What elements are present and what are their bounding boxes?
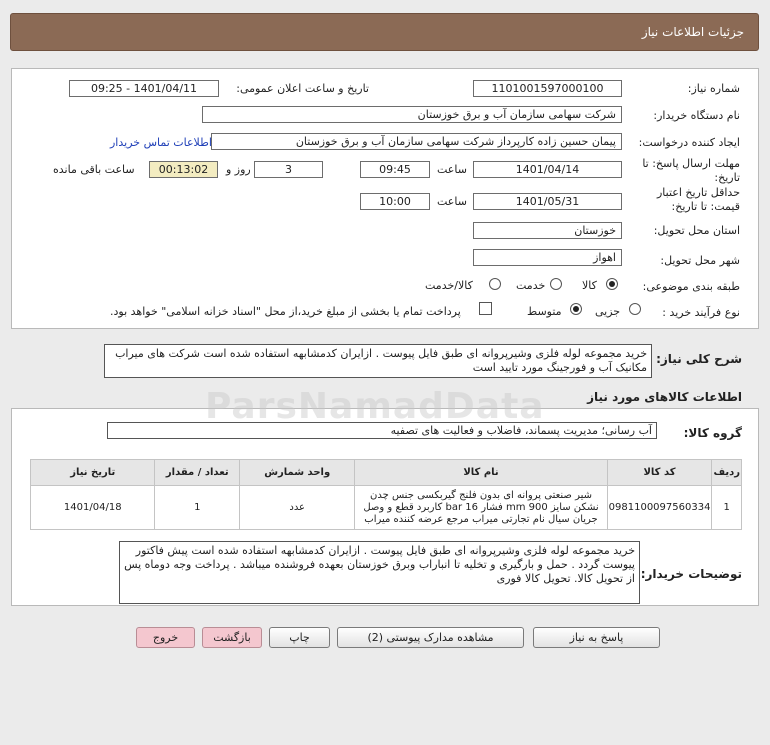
treasury-payment-checkbox[interactable]	[479, 302, 492, 315]
goods-section-title: اطلاعات کالاهای مورد نیاز	[587, 390, 742, 404]
goods-table	[30, 459, 742, 530]
purchase-process-label: نوع فرآیند خرید :	[662, 306, 740, 319]
category-goods-radio[interactable]	[606, 278, 618, 290]
treasury-payment-note: پرداخت تمام یا بخشی از مبلغ خرید،از محل "اسناد خزانه اسلامی" خواهد بود.	[110, 305, 461, 318]
response-date-field: 1401/04/14	[473, 161, 622, 178]
process-partial-label: جزیی	[595, 305, 621, 318]
buyer-notes-label: توضیحات خریدار:	[640, 567, 742, 581]
buyer-org-label: نام دستگاه خریدار:	[653, 109, 740, 122]
need-number-label: شماره نیاز:	[687, 82, 740, 95]
category-service-radio[interactable]	[550, 278, 562, 290]
category-goods-service-radio[interactable]	[489, 278, 501, 290]
process-medium-label: متوسط	[527, 305, 562, 318]
cell-row: 1	[712, 486, 742, 530]
buyer-contact-link[interactable]: اطلاعات تماس خریدار	[110, 136, 212, 149]
announce-datetime-label: تاریخ و ساعت اعلان عمومی:	[236, 82, 369, 95]
buyer-notes-textbox: خرید مجموعه لوله فلزی وشیرپروانه ای طبق فایل پیوست . ازایران کدمشابهه استفاده شده است پیش فاکتور پیوست گردد . حمل و بارگیری و تخلیه تا انباراب وبرق خوزستان بعهده فروشنده میباشد . پرداخت وجه دوماه پس از تحویل کالا. تحویل کالا فوری	[119, 541, 640, 604]
goods-group-field: آب رسانی؛ مدیریت پسماند، فاضلاب و فعالیت های تصفیه	[107, 422, 657, 439]
response-time-field: 09:45	[360, 161, 430, 178]
col-qty-header: تعداد / مقدار	[155, 460, 240, 486]
delivery-province-field: خوزستان	[473, 222, 622, 239]
validity-time-field: 10:00	[360, 193, 430, 210]
category-goods-service-label: کالا/خدمت	[425, 279, 473, 292]
cell-qty: 1	[155, 486, 240, 530]
col-name-header: نام کالا	[355, 460, 607, 486]
remaining-time-field: 00:13:02	[149, 161, 218, 178]
delivery-province-label: استان محل تحویل:	[653, 224, 740, 237]
requester-field: پیمان حسین زاده کارپرداز شرکت سهامی سازمان آب و برق خوزستان	[211, 133, 622, 150]
summary-textbox: خرید مجموعه لوله فلزی وشیرپروانه ای طبق فایل پیوست . ازایران کدمشابهه استفاده شده است شرکت های میراب مکانیک آب و فورجینگ مورد تایید است	[104, 344, 652, 378]
watermark: ParsNamadData	[205, 386, 545, 427]
category-label: طبقه بندی موضوعی:	[642, 280, 740, 293]
page-title: جزئیات اطلاعات نیاز	[641, 25, 744, 39]
view-attachments-button[interactable]: مشاهده مدارک پیوستی (2)	[337, 627, 524, 648]
requester-label: ایجاد کننده درخواست:	[638, 136, 740, 149]
announce-datetime-field: 1401/04/11 - 09:25	[69, 80, 219, 97]
print-button[interactable]: چاپ	[269, 627, 330, 648]
goods-group-label: گروه کالا:	[683, 426, 742, 440]
col-date-header: تاریخ نیاز	[31, 460, 155, 486]
response-time-label: ساعت	[437, 163, 467, 176]
col-code-header: کد کالا	[607, 460, 712, 486]
delivery-city-label: شهر محل تحویل:	[660, 254, 740, 267]
response-deadline-label: مهلت ارسال پاسخ: تا تاریخ:	[642, 157, 740, 184]
col-row-header: ردیف	[712, 460, 742, 486]
cell-code: 0981100097560334	[607, 486, 712, 530]
exit-button[interactable]: خروج	[136, 627, 195, 648]
process-medium-radio[interactable]	[570, 303, 582, 315]
validity-date-field: 1401/05/31	[473, 193, 622, 210]
cell-unit: عدد	[240, 486, 355, 530]
remaining-time-label: ساعت باقی مانده	[53, 163, 135, 176]
table-row	[31, 486, 742, 530]
cell-date: 1401/04/18	[31, 486, 155, 530]
cell-name: شیر صنعتی پروانه ای بدون فلنج گیربکسی جنس چدن نشکن سایز 900 mm فشار 16 bar کاربرد قطع و وصل جریان سیال نام تجارتی میراب مرجع عرضه کننده میراب	[355, 486, 607, 530]
validity-time-label: ساعت	[437, 195, 467, 208]
summary-label: شرح کلی نیاز:	[656, 352, 742, 366]
need-number-field: 1101001597000100	[473, 80, 622, 97]
category-service-label: خدمت	[516, 279, 546, 292]
page-header	[10, 13, 759, 51]
price-validity-label: حداقل تاریخ اعتبار قیمت: تا تاریخ:	[656, 186, 740, 213]
days-field: 3	[254, 161, 323, 178]
process-partial-radio[interactable]	[629, 303, 641, 315]
reply-button[interactable]: پاسخ به نیاز	[533, 627, 660, 648]
days-label: روز و	[226, 163, 251, 176]
delivery-city-field: اهواز	[473, 249, 622, 266]
goods-table-header-row	[31, 460, 742, 486]
category-goods-label: کالا	[582, 279, 597, 292]
back-button[interactable]: بازگشت	[202, 627, 262, 648]
buyer-org-field: شرکت سهامی سازمان آب و برق خوزستان	[202, 106, 622, 123]
col-unit-header: واحد شمارش	[240, 460, 355, 486]
